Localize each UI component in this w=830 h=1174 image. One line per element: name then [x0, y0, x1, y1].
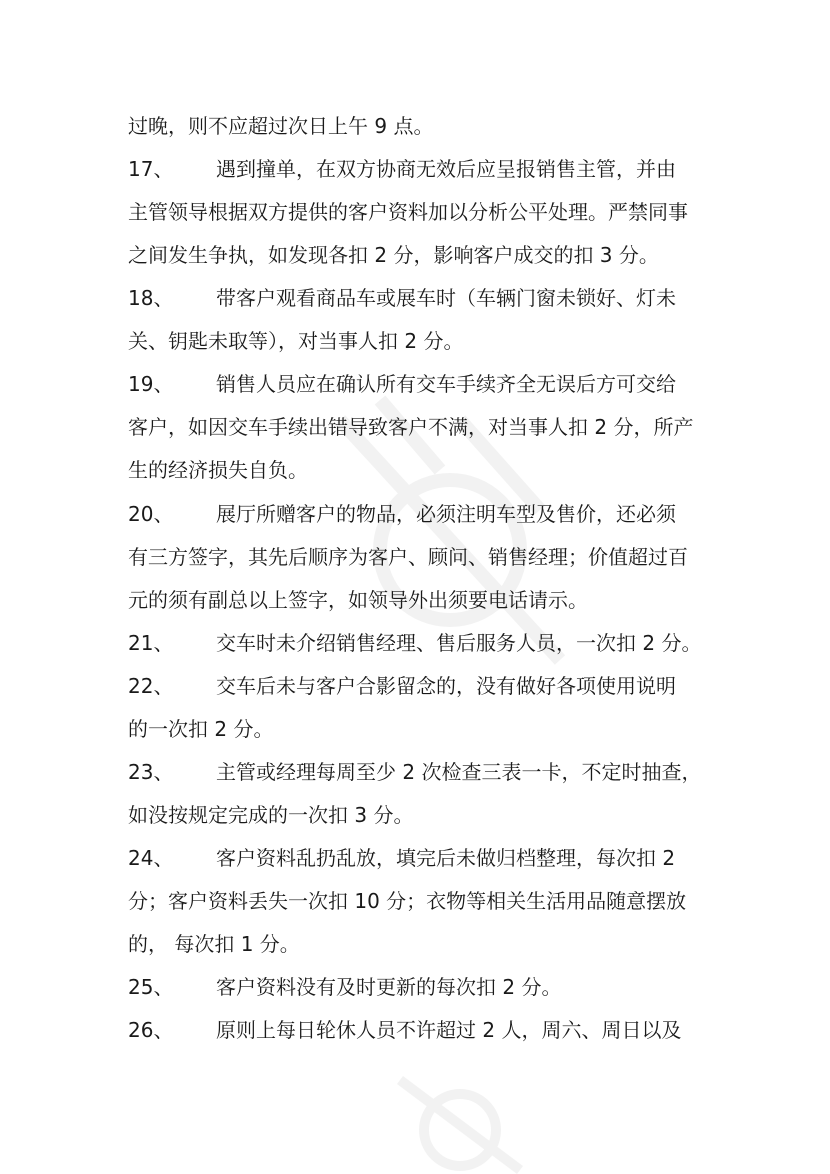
watermark-logo-bottom — [380, 1060, 540, 1174]
text-line — [128, 629, 701, 657]
item-number: 19、 — [128, 372, 174, 396]
item-number: 22、 — [128, 674, 174, 698]
line-text: 元的须有副总以上签字，如领导外出须要电话请示。 — [128, 588, 588, 612]
line-text: 带客户观看商品车或展车时（车辆门窗未锁好、灯未 — [216, 286, 676, 310]
text-line — [128, 500, 676, 528]
item-number: 21、 — [128, 631, 174, 655]
line-text: 主管或经理每周至少 2 次检查三表一卡，不定时抽查， — [216, 760, 702, 784]
line-text: 之间发生争执，如发现各扣 2 分，影响客户成交的扣 3 分。 — [128, 243, 659, 267]
text-line — [128, 844, 675, 872]
text-line — [128, 456, 308, 484]
text-line — [128, 930, 300, 958]
line-text: 交车后未与客户合影留念的，没有做好各项使用说明 — [216, 674, 676, 698]
text-line — [128, 198, 688, 226]
item-number: 25、 — [128, 975, 174, 999]
line-text: 原则上每日轮休人员不许超过 2 人，周六、周日以及 — [216, 1018, 682, 1042]
line-text: 的一次扣 2 分。 — [128, 717, 274, 741]
item-number: 23、 — [128, 760, 174, 784]
line-text: 客户资料乱扔乱放，填完后未做归档整理，每次扣 2 — [216, 846, 676, 870]
line-text: 展厅所赠客户的物品，必须注明车型及售价，还必须 — [216, 502, 676, 526]
line-text: 有三方签字，其先后顺序为客户、顾问、销售经理；价值超过百 — [128, 545, 688, 569]
item-number: 17、 — [128, 157, 174, 181]
text-line — [128, 887, 686, 915]
line-text: 客户，如因交车手续出错导致客户不满，对当事人扣 2 分，所产 — [128, 415, 694, 439]
text-line — [128, 327, 463, 355]
line-text: 过晚，则不应超过次日上午 9 点。 — [128, 114, 434, 138]
line-text: 的， 每次扣 1 分。 — [128, 932, 300, 956]
text-line — [128, 284, 676, 312]
item-number: 18、 — [128, 286, 174, 310]
text-line — [128, 715, 273, 743]
line-text: 关、钥匙未取等），对当事人扣 2 分。 — [128, 329, 464, 353]
line-text: 生的经济损失自负。 — [128, 458, 308, 482]
text-line — [128, 672, 676, 700]
line-text: 主管领导根据双方提供的客户资料加以分析公平处理。严禁同事 — [128, 200, 688, 224]
text-line — [128, 586, 588, 614]
line-text: 如没按规定完成的一次扣 3 分。 — [128, 803, 414, 827]
item-number: 24、 — [128, 846, 174, 870]
text-line — [128, 370, 676, 398]
line-text: 客户资料没有及时更新的每次扣 2 分。 — [216, 975, 562, 999]
text-line — [128, 758, 701, 786]
text-line — [128, 413, 693, 441]
line-text: 交车时未介绍销售经理、售后服务人员，一次扣 2 分。 — [216, 631, 702, 655]
text-line — [128, 241, 659, 269]
text-line — [128, 973, 561, 1001]
text-line — [128, 112, 433, 140]
text-line — [128, 543, 688, 571]
line-text: 销售人员应在确认所有交车手续齐全无误后方可交给 — [216, 372, 676, 396]
text-line — [128, 801, 413, 829]
text-line — [128, 155, 676, 183]
line-text: 遇到撞单，在双方协商无效后应呈报销售主管，并由 — [216, 157, 676, 181]
text-line — [128, 1016, 681, 1044]
item-number: 26、 — [128, 1018, 174, 1042]
item-number: 20、 — [128, 502, 174, 526]
line-text: 分；客户资料丢失一次扣 10 分；衣物等相关生活用品随意摆放 — [128, 889, 687, 913]
